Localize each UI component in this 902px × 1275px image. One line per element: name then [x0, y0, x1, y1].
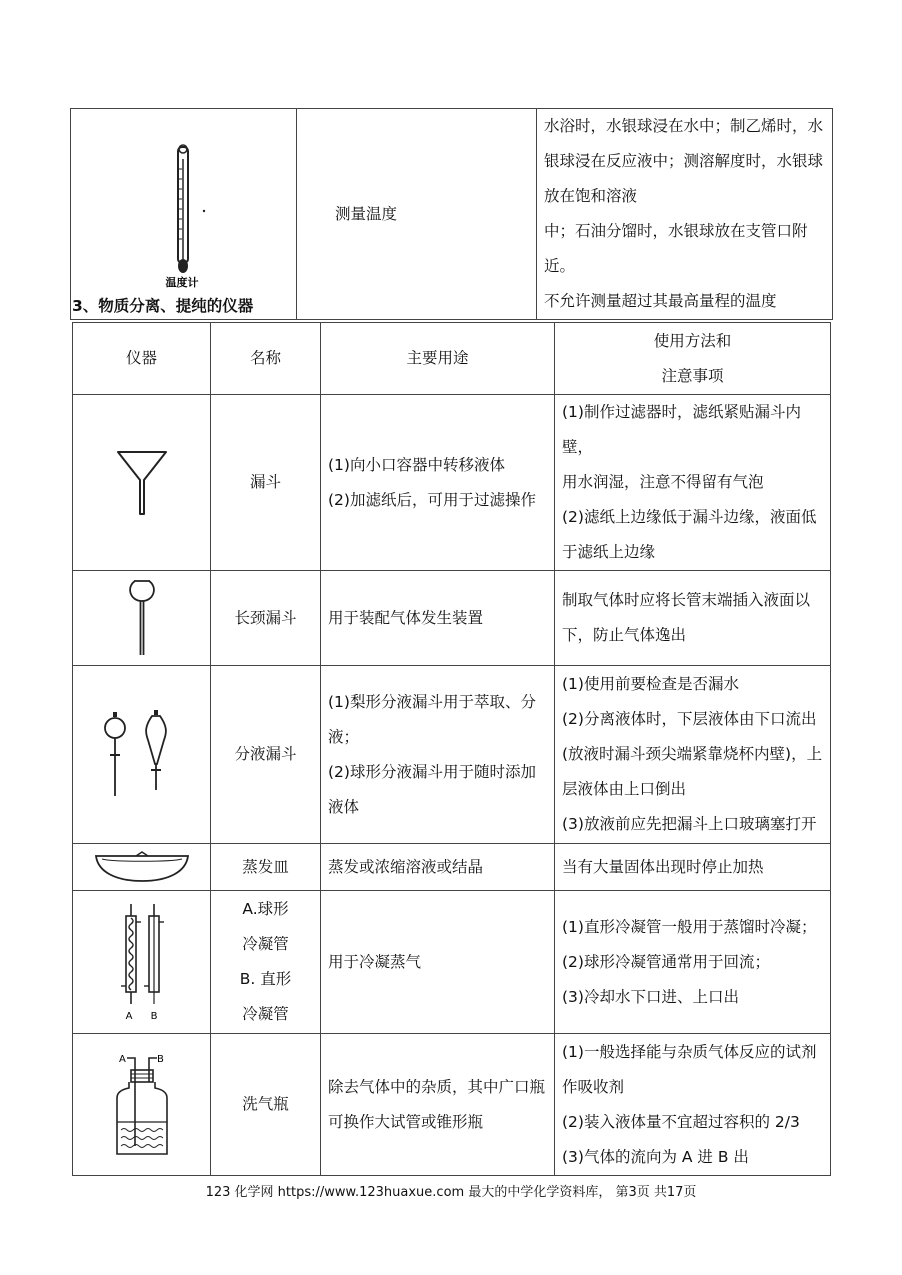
instrument-use	[321, 844, 555, 891]
section-title: 3、物质分离、提纯的仪器	[72, 297, 254, 315]
name-line: 漏斗	[249, 473, 281, 491]
use-line: 除去气体中的杂质，其中广口瓶	[328, 1077, 546, 1096]
use-line: (1)梨形分液漏斗用于萃取、分	[328, 692, 536, 711]
instrument-notes	[555, 571, 831, 666]
table-row	[73, 666, 831, 844]
use-line: 用于冷凝蒸气	[328, 952, 422, 971]
evaporating-dish-icon	[92, 850, 192, 884]
note-line: 作吸收剂	[562, 1077, 625, 1096]
note-line: 银球浸在反应液中；测溶解度时，水银球	[544, 152, 824, 170]
condenser-label-b: B	[150, 1011, 157, 1022]
note-line: 当有大量固体出现时停止加热	[562, 857, 764, 876]
note-line: (2)分离液体时，下层液体由下口流出	[562, 710, 817, 728]
header-notes-line: 注意事项	[661, 366, 724, 385]
table-row	[73, 1034, 831, 1176]
note-line: (1)直形冷凝管一般用于蒸馏时冷凝；	[562, 917, 817, 936]
note-line: (1)一般选择能与杂质气体反应的试剂	[562, 1042, 817, 1061]
name-line: 蒸发皿	[242, 857, 289, 876]
table-row	[73, 395, 831, 571]
table-header-row	[73, 323, 831, 395]
thermometer-image-cell	[71, 109, 297, 320]
thermometer-icon	[144, 139, 224, 289]
bottle-label-b: B	[156, 1053, 164, 1065]
name-line: 冷凝管	[242, 1005, 289, 1023]
name-line: B. 直形	[239, 970, 292, 988]
instrument-use	[321, 891, 555, 1034]
thermometer-name: 测量温度	[297, 109, 537, 320]
use-line: (2)加滤纸后，可用于过滤操作	[328, 490, 536, 509]
instrument-notes	[555, 395, 831, 571]
note-line: 制取气体时应将长管末端插入液面以	[562, 591, 811, 609]
long-neck-funnel-icon	[122, 577, 162, 659]
header-name: 名称	[211, 323, 321, 395]
header-instrument: 仪器	[73, 323, 211, 395]
header-use: 主要用途	[321, 323, 555, 395]
instrument-notes	[555, 1034, 831, 1176]
note-line: 水浴时，水银球浸在水中；制乙烯时，水	[544, 117, 824, 135]
use-line: 可换作大试管或锥形瓶	[328, 1112, 484, 1131]
table-row	[73, 891, 831, 1034]
note-line: (2)装入液体量不宜超过容积的 2/3	[562, 1112, 800, 1131]
funnel-icon	[112, 448, 172, 518]
header-notes	[555, 323, 831, 395]
instrument-name	[211, 666, 321, 844]
instrument-name	[211, 844, 321, 891]
thermometer-table	[70, 108, 833, 320]
note-line: (3)气体的流向为 A 进 B 出	[562, 1147, 749, 1166]
name-line: 冷凝管	[242, 935, 289, 953]
instrument-name	[211, 1034, 321, 1176]
instrument-use	[321, 395, 555, 571]
use-line: 液体	[328, 797, 360, 816]
use-line: (1)向小口容器中转移液体	[328, 455, 505, 474]
instrument-use	[321, 571, 555, 666]
note-line: (1)制作过滤器时，滤纸紧贴漏斗内壁，	[562, 403, 801, 456]
instrument-name	[211, 395, 321, 571]
header-notes-line: 使用方法和	[653, 331, 732, 350]
separation-instruments-table	[72, 322, 831, 1176]
name-line: 长颈漏斗	[234, 608, 297, 627]
name-line: 洗气瓶	[242, 1095, 289, 1113]
page-footer: 123 化学网 https://www.123huaxue.com 最大的中学化学资料库， 第3页 共17页	[205, 1185, 697, 1200]
use-line: 用于装配气体发生装置	[328, 608, 484, 627]
instrument-notes	[555, 666, 831, 844]
bottle-label-a: A	[118, 1053, 126, 1065]
note-line: (放液时漏斗颈尖端紧靠烧杯内壁)，上	[562, 745, 823, 763]
note-line: (2)滤纸上边缘低于漏斗边缘，液面低	[562, 508, 817, 526]
note-line: 放在饱和溶液	[544, 187, 638, 205]
separatory-funnel-icon	[97, 710, 187, 800]
note-line: (3)放液前应先把漏斗上口玻璃塞打开	[562, 815, 817, 833]
name-line: A.球形	[242, 900, 289, 918]
thermometer-notes	[537, 109, 833, 320]
instrument-notes	[555, 844, 831, 891]
note-line: 下，防止气体逸出	[562, 626, 687, 644]
thermometer-label: 温度计	[165, 276, 198, 289]
instrument-use	[321, 1034, 555, 1176]
note-line: (2)球形冷凝管通常用于回流；	[562, 952, 770, 971]
note-line: 用水润湿，注意不得留有气泡	[562, 473, 764, 491]
instrument-notes	[555, 891, 831, 1034]
use-line: (2)球形分液漏斗用于随时添加	[328, 762, 536, 781]
condenser-icon	[112, 902, 172, 1022]
note-line: (1)使用前要检查是否漏水	[562, 675, 739, 693]
table-row	[73, 844, 831, 891]
condenser-label-a: A	[125, 1011, 132, 1022]
note-line: 不允许测量超过其最高量程的温度	[544, 292, 777, 310]
use-line: 液；	[328, 727, 360, 746]
table-row	[73, 571, 831, 666]
instrument-use	[321, 666, 555, 844]
gas-washing-bottle-icon	[107, 1050, 177, 1160]
note-line: 层液体由上口倒出	[562, 780, 687, 798]
note-line: 于滤纸上边缘	[562, 543, 656, 561]
note-line: (3)冷却水下口进、上口出	[562, 987, 739, 1006]
note-line: 中；石油分馏时，水银球放在支管口附近。	[544, 222, 808, 275]
use-line: 蒸发或浓缩溶液或结晶	[328, 857, 484, 876]
instrument-name	[211, 891, 321, 1034]
name-line: 分液漏斗	[234, 745, 297, 763]
instrument-name	[211, 571, 321, 666]
table-row	[71, 109, 833, 320]
